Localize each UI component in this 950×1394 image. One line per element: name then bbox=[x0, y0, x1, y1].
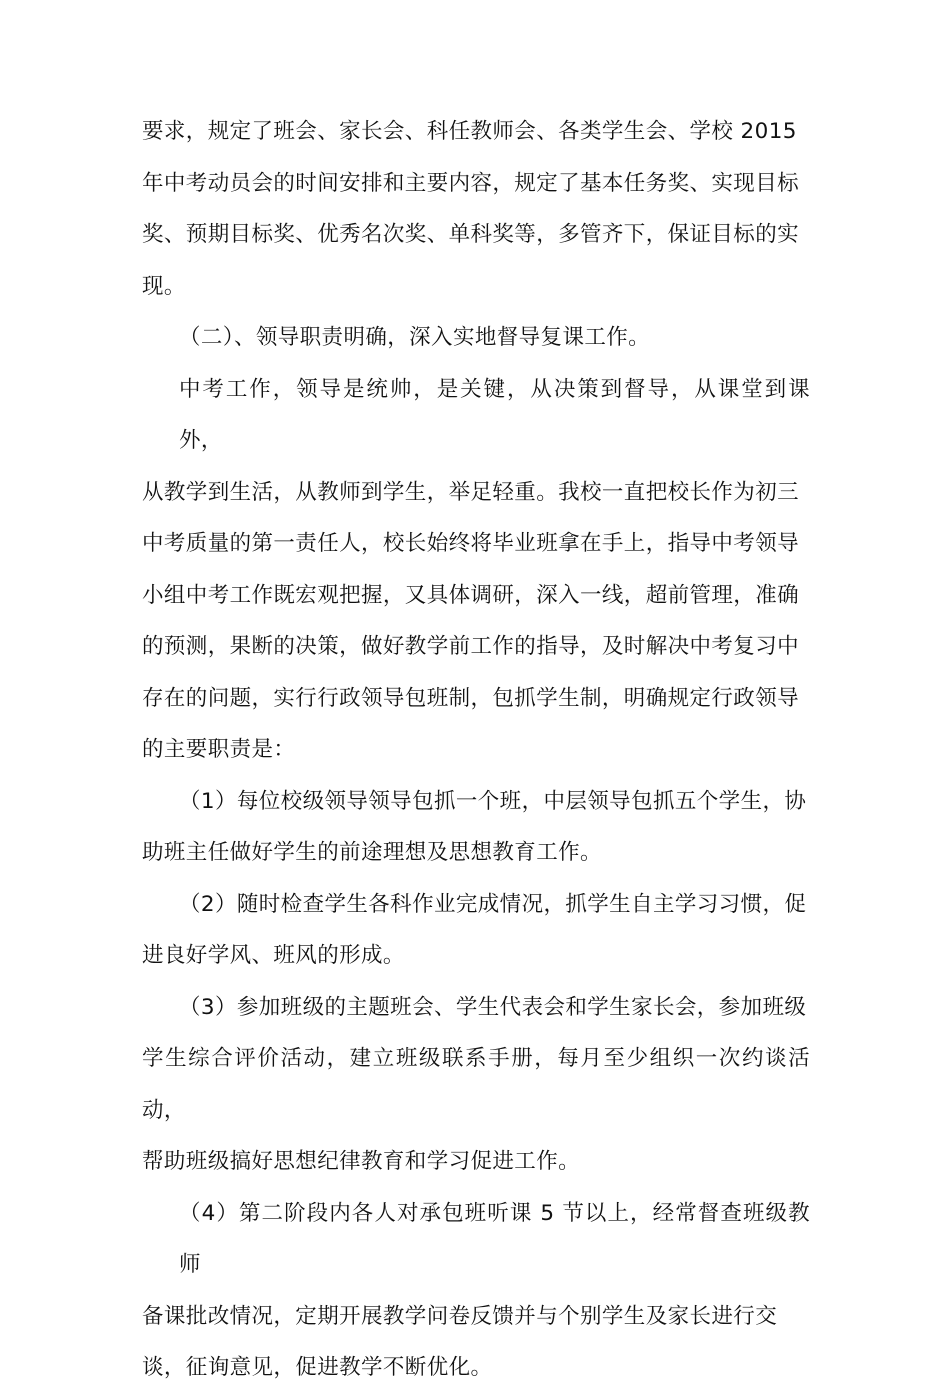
document-body bbox=[142, 106, 810, 1394]
text-line: 备课批改情况，定期开展教学问卷反馈并与个别学生及家长进行交 bbox=[142, 1303, 778, 1329]
list-item-4 bbox=[142, 1188, 810, 1394]
text-line: 中考质量的第一责任人，校长始终将毕业班拿在手上，指导中考领导 bbox=[142, 531, 800, 556]
text-line: 从教学到生活，从教师到学生，举足轻重。我校一直把校长作为初三 bbox=[142, 479, 800, 505]
list-item-1 bbox=[142, 776, 810, 879]
text-line: 帮助班级搞好思想纪律教育和学习促进工作。 bbox=[142, 1149, 581, 1174]
text-line: 奖、预期目标奖、优秀名次奖、单科奖等，多管齐下，保证目标的实 bbox=[142, 222, 800, 247]
text-line: 的预测，果断的决策，做好教学前工作的指导，及时解决中考复习中 bbox=[142, 634, 800, 659]
list-item-3 bbox=[142, 982, 810, 1188]
text-line: 现。 bbox=[142, 273, 186, 299]
text-line: 年中考动员会的时间安排和主要内容，规定了基本任务奖、实现目标 bbox=[142, 170, 800, 196]
text-line: 谈，征询意见，促进教学不断优化。 bbox=[142, 1355, 493, 1380]
text-line: 的主要职责是： bbox=[142, 737, 296, 762]
text-line: 中考工作，领导是统帅，是关键，从决策到督导，从课堂到课外， bbox=[179, 376, 810, 453]
text-line: （4）第二阶段内各人对承包班听课 5 节以上，经常督查班级教师 bbox=[179, 1200, 810, 1277]
list-item-2 bbox=[142, 879, 810, 982]
text-line: （1）每位校级领导领导包抓一个班，中层领导包抓五个学生，协 bbox=[179, 788, 807, 814]
text-line: 进良好学风、班风的形成。 bbox=[142, 943, 405, 968]
text-line: （2）随时检查学生各科作业完成情况，抓学生自主学习习惯，促 bbox=[179, 891, 807, 917]
text-line: 助班主任做好学生的前途理想及思想教育工作。 bbox=[142, 840, 602, 865]
text-line: 存在的问题，实行行政领导包班制，包抓学生制，明确规定行政领导 bbox=[142, 685, 800, 711]
paragraph-leadership bbox=[142, 364, 810, 776]
text-line: （3）参加班级的主题班会、学生代表会和学生家长会，参加班级 bbox=[179, 994, 807, 1020]
text-line: 小组中考工作既宏观把握，又具体调研，深入一线，超前管理，准确 bbox=[142, 582, 800, 608]
text-line: 要求，规定了班会、家长会、科任教师会、各类学生会、学校 2015 bbox=[142, 119, 797, 144]
paragraph-rewards-continuation bbox=[142, 106, 810, 312]
text-line: 学生综合评价活动，建立班级联系手册，每月至少组织一次约谈活动， bbox=[142, 1046, 810, 1123]
section-heading bbox=[142, 312, 810, 364]
heading-line: （二）、领导职责明确，深入实地督导复课工作。 bbox=[179, 325, 651, 350]
